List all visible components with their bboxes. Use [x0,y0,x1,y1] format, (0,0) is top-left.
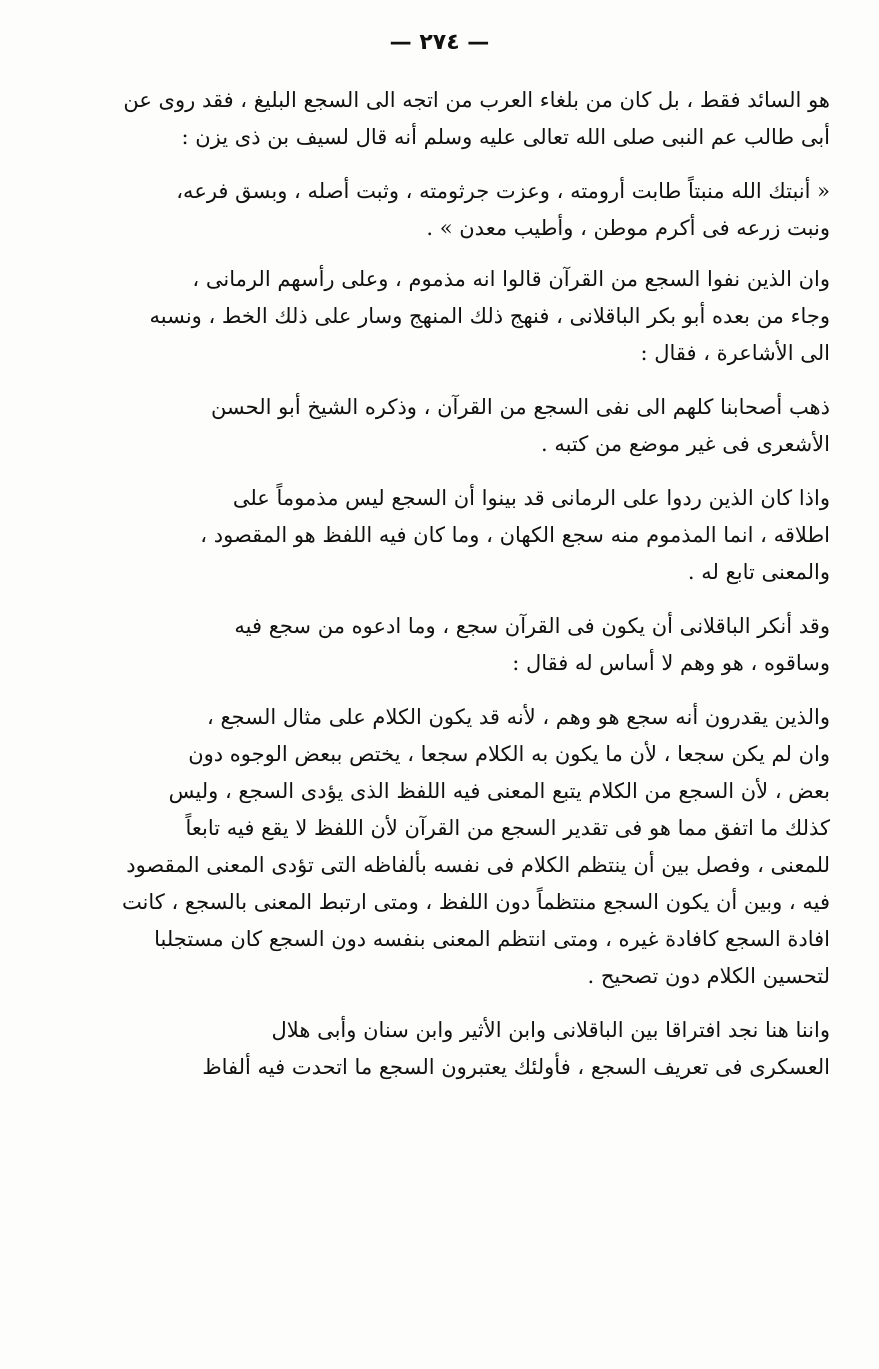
text-line: واننا هنا نجد افتراقا بين الباقلانى وابن الأثير وابن سنان وأبى هلال [271,1018,830,1042]
text-line: ذهب أصحابنا كلهم الى نفى السجع من القرآن ، وذكره الشيخ أبو الحسن [210,395,830,419]
paragraph-4 [40,389,830,463]
text-line: كذلك ما اتفق مما هو فى تقدير السجع من القرآن لأن اللفظ لا يقع فيه تابعاً [185,816,830,840]
text-line: ونبت زرعه فى أكرم موطن ، وأطيب معدن » . [426,216,830,240]
text-line: وساقوه ، هو وهم لا أساس له فقال : [512,651,830,675]
text-line: والمعنى تابع له . [687,560,830,584]
page-text [40,82,830,1103]
text-line: افادة السجع كافادة غيره ، ومتى انتظم المعنى بنفسه دون السجع كان مستجلبا [154,927,830,951]
text-line: وان الذين نفوا السجع من القرآن قالوا انه مذموم ، وعلى رأسهم الرمانى ، [192,267,830,291]
text-line: « أنبتك الله منبتاً طابت أرومته ، وعزت جرثومته ، وثبت أصله ، وبسق فرعه، [176,179,830,203]
text-line: والذين يقدرون أنه سجع هو وهم ، لأنه قد يكون الكلام على مثال السجع ، [207,705,830,729]
text-line: فيه ، وبين أن يكون السجع منتظماً دون اللفظ ، ومتى ارتبط المعنى بالسجع ، كانت [121,890,830,914]
text-line: لتحسين الكلام دون تصحيح . [587,964,830,988]
text-line: بعض ، لأن السجع من الكلام يتبع المعنى فيه اللفظ الذى يؤدى السجع ، وليس [168,779,830,803]
paragraph-6 [40,608,830,682]
text-line: الأشعرى فى غير موضع من كتبه . [540,432,830,456]
text-line: الى الأشاعرة ، فقال : [640,341,830,365]
text-line: العسكرى فى تعريف السجع ، فأولئك يعتبرون السجع ما اتحدت فيه ألفاظ [202,1055,830,1079]
page-number: — ٢٧٤ — [389,30,490,55]
text-line: هو السائد فقط ، بل كان من بلغاء العرب من اتجه الى السجع البليغ ، فقد روى عن [123,88,830,112]
text-line: للمعنى ، وفصل بين أن ينتظم الكلام فى نفسه بألفاظه التى تؤدى المعنى المقصود [126,853,830,877]
paragraph-8 [40,1012,830,1086]
text-line: واذا كان الذين ردوا على الرمانى قد بينوا أن السجع ليس مذموماً على [232,486,830,510]
text-line: وقد أنكر الباقلانى أن يكون فى القرآن سجع ، وما ادعوه من سجع فيه [234,614,830,638]
paragraph-1 [40,82,830,156]
text-line: وجاء من بعده أبو بكر الباقلانى ، فنهج ذلك المنهج وسار على ذلك الخط ، ونسبه [149,304,830,328]
paragraph-5 [40,480,830,591]
text-line: اطلاقه ، انما المذموم منه سجع الكهان ، وما كان فيه اللفظ هو المقصود ، [200,523,830,547]
paragraph-7 [40,699,830,995]
paragraph-3 [40,261,830,372]
text-line: وان لم يكن سجعا ، لأن ما يكون به الكلام سجعا ، يختص ببعض الوجوه دون [188,742,830,766]
quotation-paragraph [40,173,830,247]
text-line: أبى طالب عم النبى صلى الله تعالى عليه وسلم أنه قال لسيف بن ذى يزن : [181,125,830,149]
